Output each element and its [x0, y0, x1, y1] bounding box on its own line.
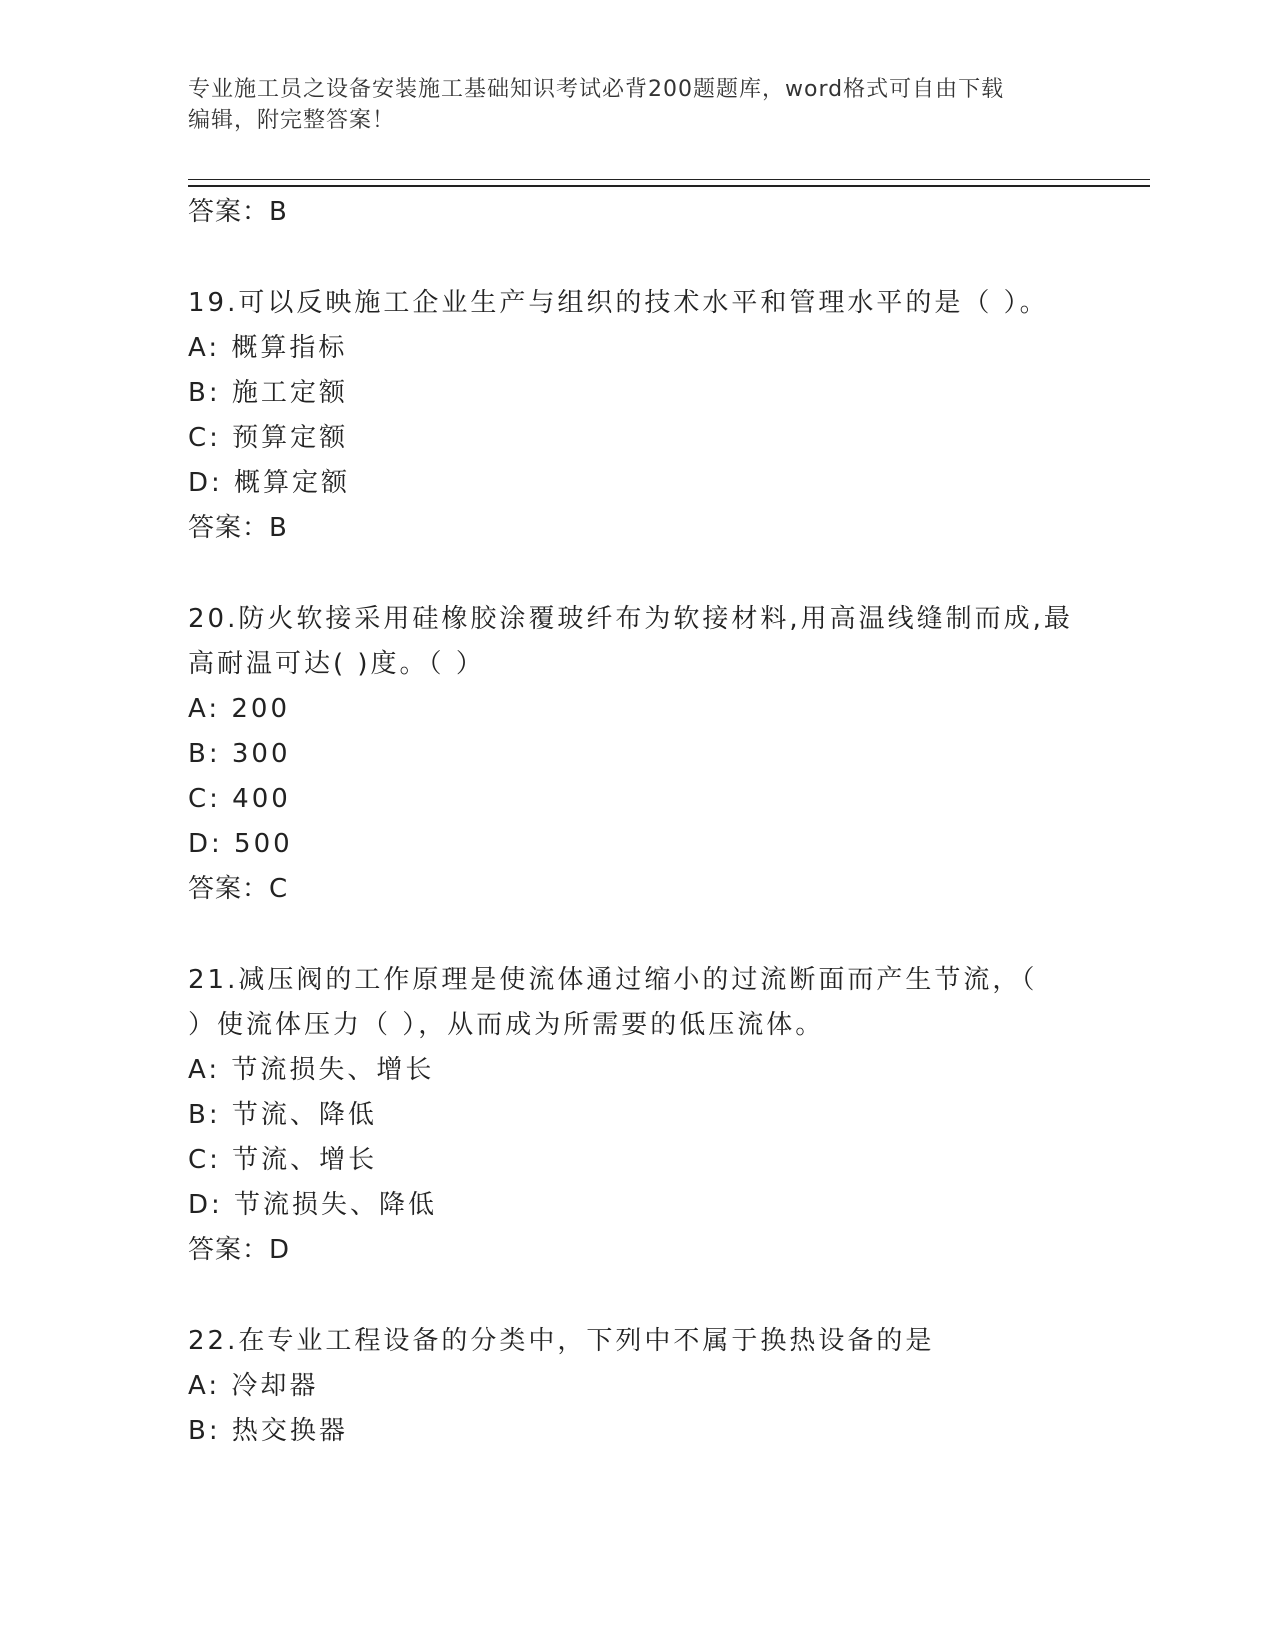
option-c: C: 节流、增长 — [188, 1145, 378, 1175]
question-text-line-2: 高耐温可达( )度。（ ） — [188, 649, 485, 679]
question-text: 22.在专业工程设备的分类中，下列中不属于换热设备的是 — [188, 1326, 935, 1356]
question-21 — [188, 958, 1088, 1273]
header-line-2: 编辑，附完整答案！ — [188, 108, 396, 133]
option-c: C: 400 — [188, 784, 291, 814]
header-divider — [188, 179, 1150, 187]
option-a: A: 节流损失、增长 — [188, 1055, 435, 1085]
option-a: A: 200 — [188, 694, 290, 724]
question-text-line-2: ）使流体压力（ ），从而成为所需要的低压流体。 — [188, 1010, 825, 1040]
option-a: A: 冷却器 — [188, 1371, 319, 1401]
answer-q18: 答案：B — [188, 197, 288, 227]
option-d: D: 概算定额 — [188, 468, 351, 498]
option-b: B: 节流、降低 — [188, 1100, 377, 1130]
answer-q19: 答案：B — [188, 513, 288, 543]
option-c: C: 预算定额 — [188, 423, 349, 453]
option-b: B: 热交换器 — [188, 1416, 348, 1446]
question-text: 19.可以反映施工企业生产与组织的技术水平和管理水平的是（ ）。 — [188, 288, 1049, 318]
option-b: B: 300 — [188, 739, 291, 769]
question-22 — [188, 1319, 1088, 1454]
answer-q20: 答案：C — [188, 874, 289, 904]
question-list — [188, 190, 1088, 1454]
question-19 — [188, 281, 1088, 551]
question-text-line-1: 20.防火软接采用硅橡胶涂覆玻纤布为软接材料,用高温线缝制而成,最 — [188, 604, 1073, 634]
option-a: A: 概算指标 — [188, 333, 348, 363]
question-20 — [188, 597, 1088, 912]
document-header — [188, 74, 1068, 136]
question-text-line-1: 21.减压阀的工作原理是使流体通过缩小的过流断面而产生节流，（ — [188, 965, 1038, 995]
option-d: D: 节流损失、降低 — [188, 1190, 438, 1220]
option-d: D: 500 — [188, 829, 293, 859]
option-b: B: 施工定额 — [188, 378, 348, 408]
header-line-1: 专业施工员之设备安装施工基础知识考试必背200题题库，word格式可自由下载 — [188, 77, 1005, 102]
answer-q21: 答案：D — [188, 1235, 291, 1265]
